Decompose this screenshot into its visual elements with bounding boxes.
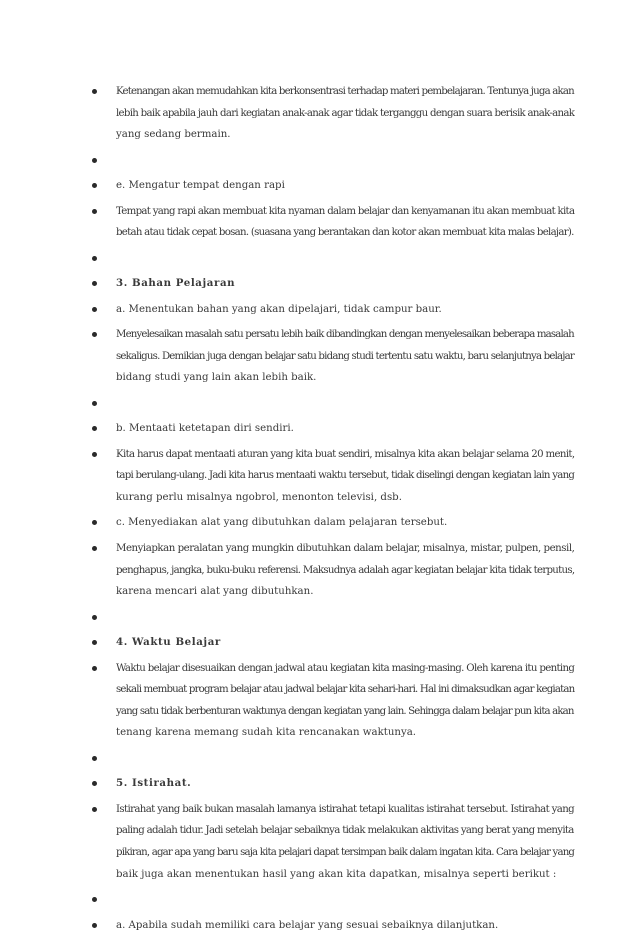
text-line: b. Mentaati ketetapan diri sendiri. bbox=[116, 423, 294, 435]
empty-list-item bbox=[92, 748, 574, 770]
bullet-icon bbox=[92, 158, 97, 163]
bullet-list bbox=[92, 81, 574, 940]
list-item bbox=[92, 512, 574, 534]
bullet-icon bbox=[92, 756, 97, 761]
text-line: tapi berulang-ulang. Jadi kita harus mentaati waktu tersebut, tidak diselingi dengan kegiatan lain yang bbox=[116, 470, 575, 482]
bullet-icon bbox=[92, 807, 97, 812]
list-item bbox=[92, 324, 574, 389]
bullet-icon bbox=[92, 401, 97, 406]
bullet-icon bbox=[92, 183, 97, 188]
text-line: karena mencari alat yang dibutuhkan. bbox=[116, 586, 314, 598]
text-line: a. Apabila sudah memiliki cara belajar yang sesuai sebaiknya dilanjutkan. bbox=[116, 919, 499, 931]
text-line: Ketenangan akan memudahkan kita berkonsentrasi terhadap materi pembelajaran. Tentunya juga akan bbox=[116, 86, 574, 97]
text-line: paling adalah tidur. Jadi setelah belajar sebaiknya tidak melakukan aktivitas yang berat yang menyita bbox=[116, 825, 574, 837]
text-line: Waktu belajar disesuaikan dengan jadwal atau kegiatan kita masing-masing. Oleh karena itu penting bbox=[116, 662, 575, 674]
bullet-icon bbox=[92, 546, 97, 551]
list-item bbox=[92, 658, 574, 744]
text-line: Kita harus dapat mentaati aturan yang kita buat sendiri, misalnya kita akan belajar selama 20 menit, bbox=[116, 448, 575, 460]
text-line: betah atau tidak cepat bosan. (suasana yang berantakan dan kotor akan membuat kita malas belajar). bbox=[116, 227, 574, 239]
text-line: bidang studi yang lain akan lebih baik. bbox=[116, 372, 317, 384]
list-item bbox=[92, 175, 574, 197]
text-line: 4. Waktu Belajar bbox=[116, 636, 221, 649]
section-heading-item bbox=[92, 773, 574, 795]
empty-list-item bbox=[92, 393, 574, 415]
bullet-icon bbox=[92, 426, 97, 431]
empty-list-item bbox=[92, 889, 574, 911]
text-line: 3. Bahan Pelajaran bbox=[116, 277, 236, 290]
bullet-icon bbox=[92, 281, 97, 286]
bullet-icon bbox=[92, 89, 97, 94]
empty-list-item bbox=[92, 248, 574, 270]
bullet-icon bbox=[92, 452, 97, 457]
section-heading-item bbox=[92, 632, 574, 654]
empty-list-item bbox=[92, 607, 574, 629]
text-line: Menyiapkan peralatan yang mungkin dibutuhkan dalam belajar, misalnya, mistar, pulpen, pensil, bbox=[116, 542, 575, 554]
text-line: c. Menyediakan alat yang dibutuhkan dalam pelajaran tersebut. bbox=[116, 517, 448, 529]
bullet-icon bbox=[92, 332, 97, 337]
text-line: e. Mengatur tempat dengan rapi bbox=[116, 180, 285, 192]
section-heading-item bbox=[92, 273, 574, 295]
text-line: penghapus, jangka, buku-buku referensi. Maksudnya adalah agar kegiatan belajar kita tidak terputus, bbox=[116, 564, 575, 576]
bullet-icon bbox=[92, 209, 97, 214]
text-line: sekali membuat program belajar atau jadwal belajar kita sehari-hari. Hal ini dimaksudkan agar kegiatan bbox=[116, 684, 575, 696]
list-item bbox=[92, 299, 574, 321]
bullet-icon bbox=[92, 781, 97, 786]
text-line: Istirahat yang baik bukan masalah lamanya istirahat tetapi kualitas istirahat tersebut. Istirahat yang bbox=[116, 803, 575, 815]
list-item bbox=[92, 418, 574, 440]
bullet-icon bbox=[92, 615, 97, 620]
list-item bbox=[92, 538, 574, 603]
bullet-icon bbox=[92, 307, 97, 312]
text-line: a. Menentukan bahan yang akan dipelajari, tidak campur baur. bbox=[116, 303, 442, 315]
text-line: yang satu tidak berbenturan waktunya dengan kegiatan yang lain. Sehingga dalam belajar pun kita akan bbox=[116, 705, 574, 717]
text-line: kurang perlu misalnya ngobrol, menonton televisi, dsb. bbox=[116, 492, 402, 503]
list-item bbox=[92, 444, 574, 509]
text-line: yang sedang bermain. bbox=[116, 129, 231, 141]
list-item bbox=[92, 81, 574, 146]
list-item bbox=[92, 799, 574, 885]
text-line: Menyelesaikan masalah satu persatu lebih baik dibandingkan dengan menyelesaikan beberapa masalah bbox=[116, 329, 574, 341]
text-line: sekaligus. Demikian juga dengan belajar satu bidang studi tertentu satu waktu, baru selanjutnya belajar bbox=[116, 350, 574, 362]
text-line: 5. Istirahat. bbox=[116, 777, 192, 790]
bullet-icon bbox=[92, 897, 97, 902]
bullet-icon bbox=[92, 520, 97, 525]
bullet-icon bbox=[92, 256, 97, 261]
list-item bbox=[92, 915, 574, 937]
bullet-icon bbox=[92, 666, 97, 671]
text-line: Tempat yang rapi akan membuat kita nyaman dalam belajar dan kenyamanan itu akan membuat kita bbox=[116, 205, 575, 217]
empty-list-item bbox=[92, 150, 574, 172]
list-item bbox=[92, 201, 574, 244]
text-line: pikiran, agar apa yang baru saja kita pelajari dapat tersimpan baik dalam ingatan kita. Cara belajar yang bbox=[116, 847, 575, 859]
bullet-icon bbox=[92, 923, 97, 928]
text-line: lebih baik apabila jauh dari kegiatan anak-anak agar tidak terganggu dengan suara berisik anak-anak bbox=[116, 107, 575, 119]
text-line: tenang karena memang sudah kita rencanakan waktunya. bbox=[116, 727, 417, 739]
bullet-icon bbox=[92, 640, 97, 645]
text-line: baik juga akan menentukan hasil yang akan kita dapatkan, misalnya seperti berikut : bbox=[116, 868, 557, 880]
